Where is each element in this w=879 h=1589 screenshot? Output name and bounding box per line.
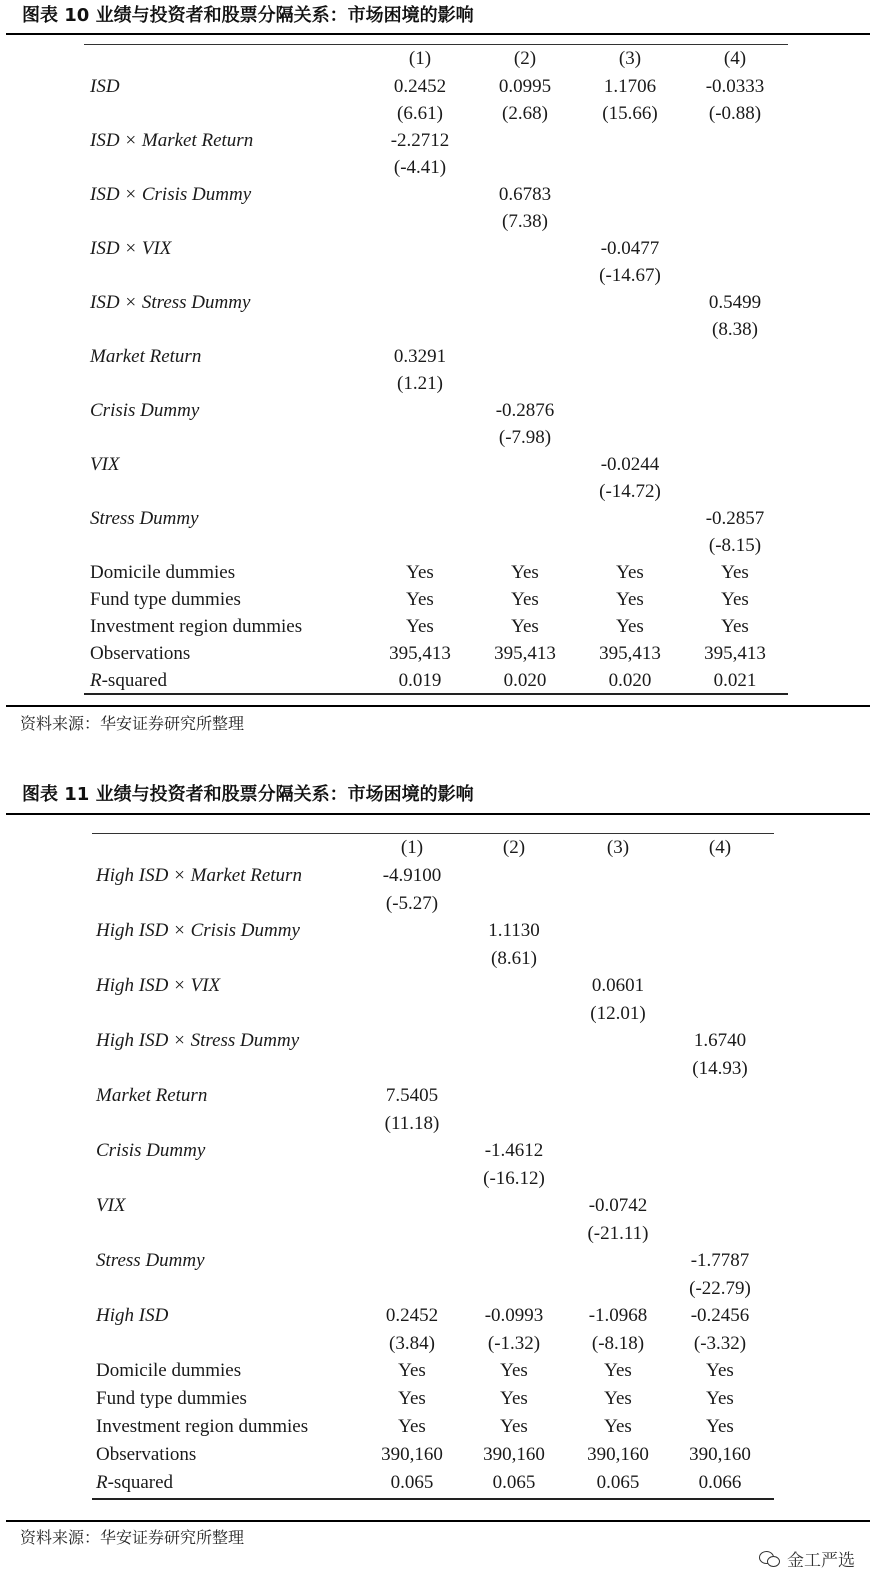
table10-control-value: Yes — [721, 562, 749, 583]
table10-control-value: Yes — [511, 616, 539, 637]
table11-source: 资料来源：华安证券研究所整理 — [20, 1528, 245, 1547]
table11-control-value: Yes — [604, 1416, 632, 1437]
table10-control-value: Yes — [511, 589, 539, 610]
table11-row-label: High ISD — [96, 1305, 169, 1326]
table11-tstat: (-22.79) — [689, 1278, 751, 1299]
table10-rsquared-label-rest: -squared — [101, 670, 168, 691]
table11-control-value: Yes — [706, 1388, 734, 1409]
table11-row-label: High ISD × Crisis Dummy — [96, 920, 300, 941]
table10-tstat: (-4.41) — [393, 157, 447, 178]
table10-tstat: (-0.88) — [708, 103, 762, 124]
table11-rsquared-label — [96, 1470, 173, 1496]
table11-row-label: VIX — [96, 1195, 126, 1216]
table11-tstat: (3.84) — [389, 1333, 435, 1354]
table11-title: 图表 11 业绩与投资者和股票分隔关系：市场困境的影响 — [22, 784, 474, 805]
table11-coef: -1.7787 — [690, 1250, 750, 1271]
table11-section-rule — [6, 1520, 870, 1522]
table10-rsquared-label-r: R — [90, 670, 102, 691]
table11-bottom-rule — [92, 1498, 774, 1500]
table11-control-value: Yes — [604, 1360, 632, 1381]
table11-control-value: Yes — [398, 1388, 426, 1409]
table10-coef: -0.2857 — [705, 508, 765, 529]
table10-tstat: (-14.67) — [599, 265, 661, 286]
table10-tstat: (-7.98) — [498, 427, 552, 448]
table11-control-value: 390,160 — [587, 1444, 649, 1465]
table11-rsquared-value: 0.065 — [390, 1472, 434, 1493]
table10-row-label: Crisis Dummy — [90, 400, 200, 421]
table10-tstat: (7.38) — [502, 211, 548, 232]
table11-coef: -0.0742 — [588, 1195, 648, 1216]
table11-header-top-rule — [92, 833, 774, 834]
table10-coef: 0.5499 — [708, 292, 762, 313]
table10-section-rule — [6, 705, 870, 707]
table11-control-label: Fund type dummies — [96, 1388, 247, 1409]
table11-control-value: Yes — [500, 1360, 528, 1381]
table11-row-label: Crisis Dummy — [96, 1140, 206, 1161]
table10-row-label: ISD × Market Return — [90, 130, 254, 151]
table11-col-header: (1) — [400, 837, 424, 858]
table10-row-label: ISD × Stress Dummy — [90, 292, 251, 313]
table10-control-label: Investment region dummies — [90, 616, 303, 637]
table11-control-value: Yes — [500, 1416, 528, 1437]
table10-control-value: 395,413 — [599, 643, 661, 664]
table11-rsquared-label-rest: -squared — [107, 1472, 174, 1493]
table11-coef: 1.1130 — [488, 920, 540, 941]
table10-control-value: 395,413 — [704, 643, 766, 664]
table10-coef: -0.0477 — [600, 238, 660, 259]
table10-row-label: Stress Dummy — [90, 508, 199, 529]
table10-tstat: (6.61) — [397, 103, 443, 124]
table10-rsquared-value: 0.019 — [398, 670, 442, 691]
table10-coef: -0.2876 — [495, 400, 555, 421]
table11-tstat: (-8.18) — [591, 1333, 645, 1354]
table11-control-label: Investment region dummies — [96, 1416, 309, 1437]
table11-control-value: Yes — [706, 1416, 734, 1437]
table10-coef: 0.2452 — [393, 76, 447, 97]
table11-rsquared-value: 0.066 — [698, 1472, 742, 1493]
table10-tstat: (1.21) — [397, 373, 443, 394]
table10-rsquared-value: 0.021 — [713, 670, 757, 691]
table11-control-label: Observations — [96, 1444, 197, 1465]
table10-control-value: Yes — [616, 616, 644, 637]
table11-col-header: (3) — [606, 837, 630, 858]
table10-source: 资料来源：华安证券研究所整理 — [20, 714, 245, 733]
table11-row-label: Market Return — [96, 1085, 208, 1106]
table10-control-label: Fund type dummies — [90, 589, 241, 610]
table10-row-label: ISD × VIX — [90, 238, 172, 259]
table11-rsquared-value: 0.065 — [492, 1472, 536, 1493]
table11-coef: 1.6740 — [693, 1030, 747, 1051]
table10-control-value: Yes — [616, 562, 644, 583]
table10-control-value: Yes — [616, 589, 644, 610]
table10-rsquared-value: 0.020 — [608, 670, 652, 691]
table10-row-label: VIX — [90, 454, 120, 475]
table11-control-value: 390,160 — [483, 1444, 545, 1465]
table10-coef: 0.3291 — [393, 346, 447, 367]
table10-rsquared-label — [90, 668, 167, 694]
table10-coef: 0.6783 — [498, 184, 552, 205]
table10-tstat: (8.38) — [712, 319, 758, 340]
table11-coef: 0.0601 — [591, 975, 645, 996]
table11-control-value: Yes — [398, 1416, 426, 1437]
table10-coef: 0.0995 — [498, 76, 552, 97]
table11-tstat: (-1.32) — [487, 1333, 541, 1354]
table10-top-rule — [6, 33, 870, 35]
table10-col-header: (1) — [408, 48, 432, 69]
table11-control-value: Yes — [500, 1388, 528, 1409]
table10-col-header: (3) — [618, 48, 642, 69]
table10-tstat: (-14.72) — [599, 481, 661, 502]
table10-header-top-rule — [84, 44, 788, 45]
table10-control-value: Yes — [406, 562, 434, 583]
table11-row-label: High ISD × VIX — [96, 975, 221, 996]
table11-col-header: (4) — [708, 837, 732, 858]
table11-coef: 7.5405 — [385, 1085, 439, 1106]
table11-coef: -1.0968 — [588, 1305, 648, 1326]
table11-control-value: Yes — [604, 1388, 632, 1409]
table11-tstat: (8.61) — [491, 948, 537, 969]
table11-control-value: Yes — [706, 1360, 734, 1381]
table10-control-value: Yes — [721, 616, 749, 637]
table11-rsquared-label-r: R — [96, 1472, 108, 1493]
watermark-text: 金工严选 — [787, 1551, 855, 1571]
table11-coef: -1.4612 — [484, 1140, 544, 1161]
table10-control-value: Yes — [721, 589, 749, 610]
table10-coef: -0.0244 — [600, 454, 660, 475]
wechat-icon — [759, 1550, 781, 1568]
table11-rsquared-value: 0.065 — [596, 1472, 640, 1493]
table11-tstat: (-16.12) — [483, 1168, 545, 1189]
table10-rsquared-value: 0.020 — [503, 670, 547, 691]
table11-tstat: (14.93) — [692, 1058, 748, 1079]
table10-row-label: ISD × Crisis Dummy — [90, 184, 252, 205]
table11-tstat: (12.01) — [590, 1003, 646, 1024]
table11-row-label: High ISD × Stress Dummy — [96, 1030, 300, 1051]
table10-title: 图表 10 业绩与投资者和股票分隔关系：市场困境的影响 — [22, 5, 474, 26]
table11-tstat: (-21.11) — [587, 1223, 649, 1244]
table11-row-label: Stress Dummy — [96, 1250, 205, 1271]
table10-col-header: (4) — [723, 48, 747, 69]
table11-control-value: 390,160 — [381, 1444, 443, 1465]
table11-tstat: (-3.32) — [693, 1333, 747, 1354]
table10-coef: 1.1706 — [603, 76, 657, 97]
table10-control-value: Yes — [511, 562, 539, 583]
table11-control-value: 390,160 — [689, 1444, 751, 1465]
table10-control-value: Yes — [406, 589, 434, 610]
table11-control-value: Yes — [398, 1360, 426, 1381]
table10-row-label: ISD — [90, 76, 120, 97]
table10-coef: -0.0333 — [705, 76, 765, 97]
table11-coef: -0.0993 — [484, 1305, 544, 1326]
table10-tstat: (-8.15) — [708, 535, 762, 556]
table11-coef: -4.9100 — [382, 865, 442, 886]
table11-col-header: (2) — [502, 837, 526, 858]
table11-coef: -0.2456 — [690, 1305, 750, 1326]
table10-coef: -2.2712 — [390, 130, 450, 151]
table10-control-label: Observations — [90, 643, 191, 664]
table11-row-label: High ISD × Market Return — [96, 865, 302, 886]
table11-coef: 0.2452 — [385, 1305, 439, 1326]
watermark — [759, 1546, 855, 1571]
table10-control-value: 395,413 — [494, 643, 556, 664]
table10-tstat: (2.68) — [502, 103, 548, 124]
table11-control-label: Domicile dummies — [96, 1360, 242, 1381]
table10-control-label: Domicile dummies — [90, 562, 236, 583]
table11-tstat: (-5.27) — [385, 893, 439, 914]
table10-row-label: Market Return — [90, 346, 202, 367]
table10-control-value: 395,413 — [389, 643, 451, 664]
table11-top-rule — [6, 813, 870, 815]
table10-col-header: (2) — [513, 48, 537, 69]
table10-control-value: Yes — [406, 616, 434, 637]
table11-tstat: (11.18) — [384, 1113, 440, 1134]
table10-tstat: (15.66) — [602, 103, 658, 124]
